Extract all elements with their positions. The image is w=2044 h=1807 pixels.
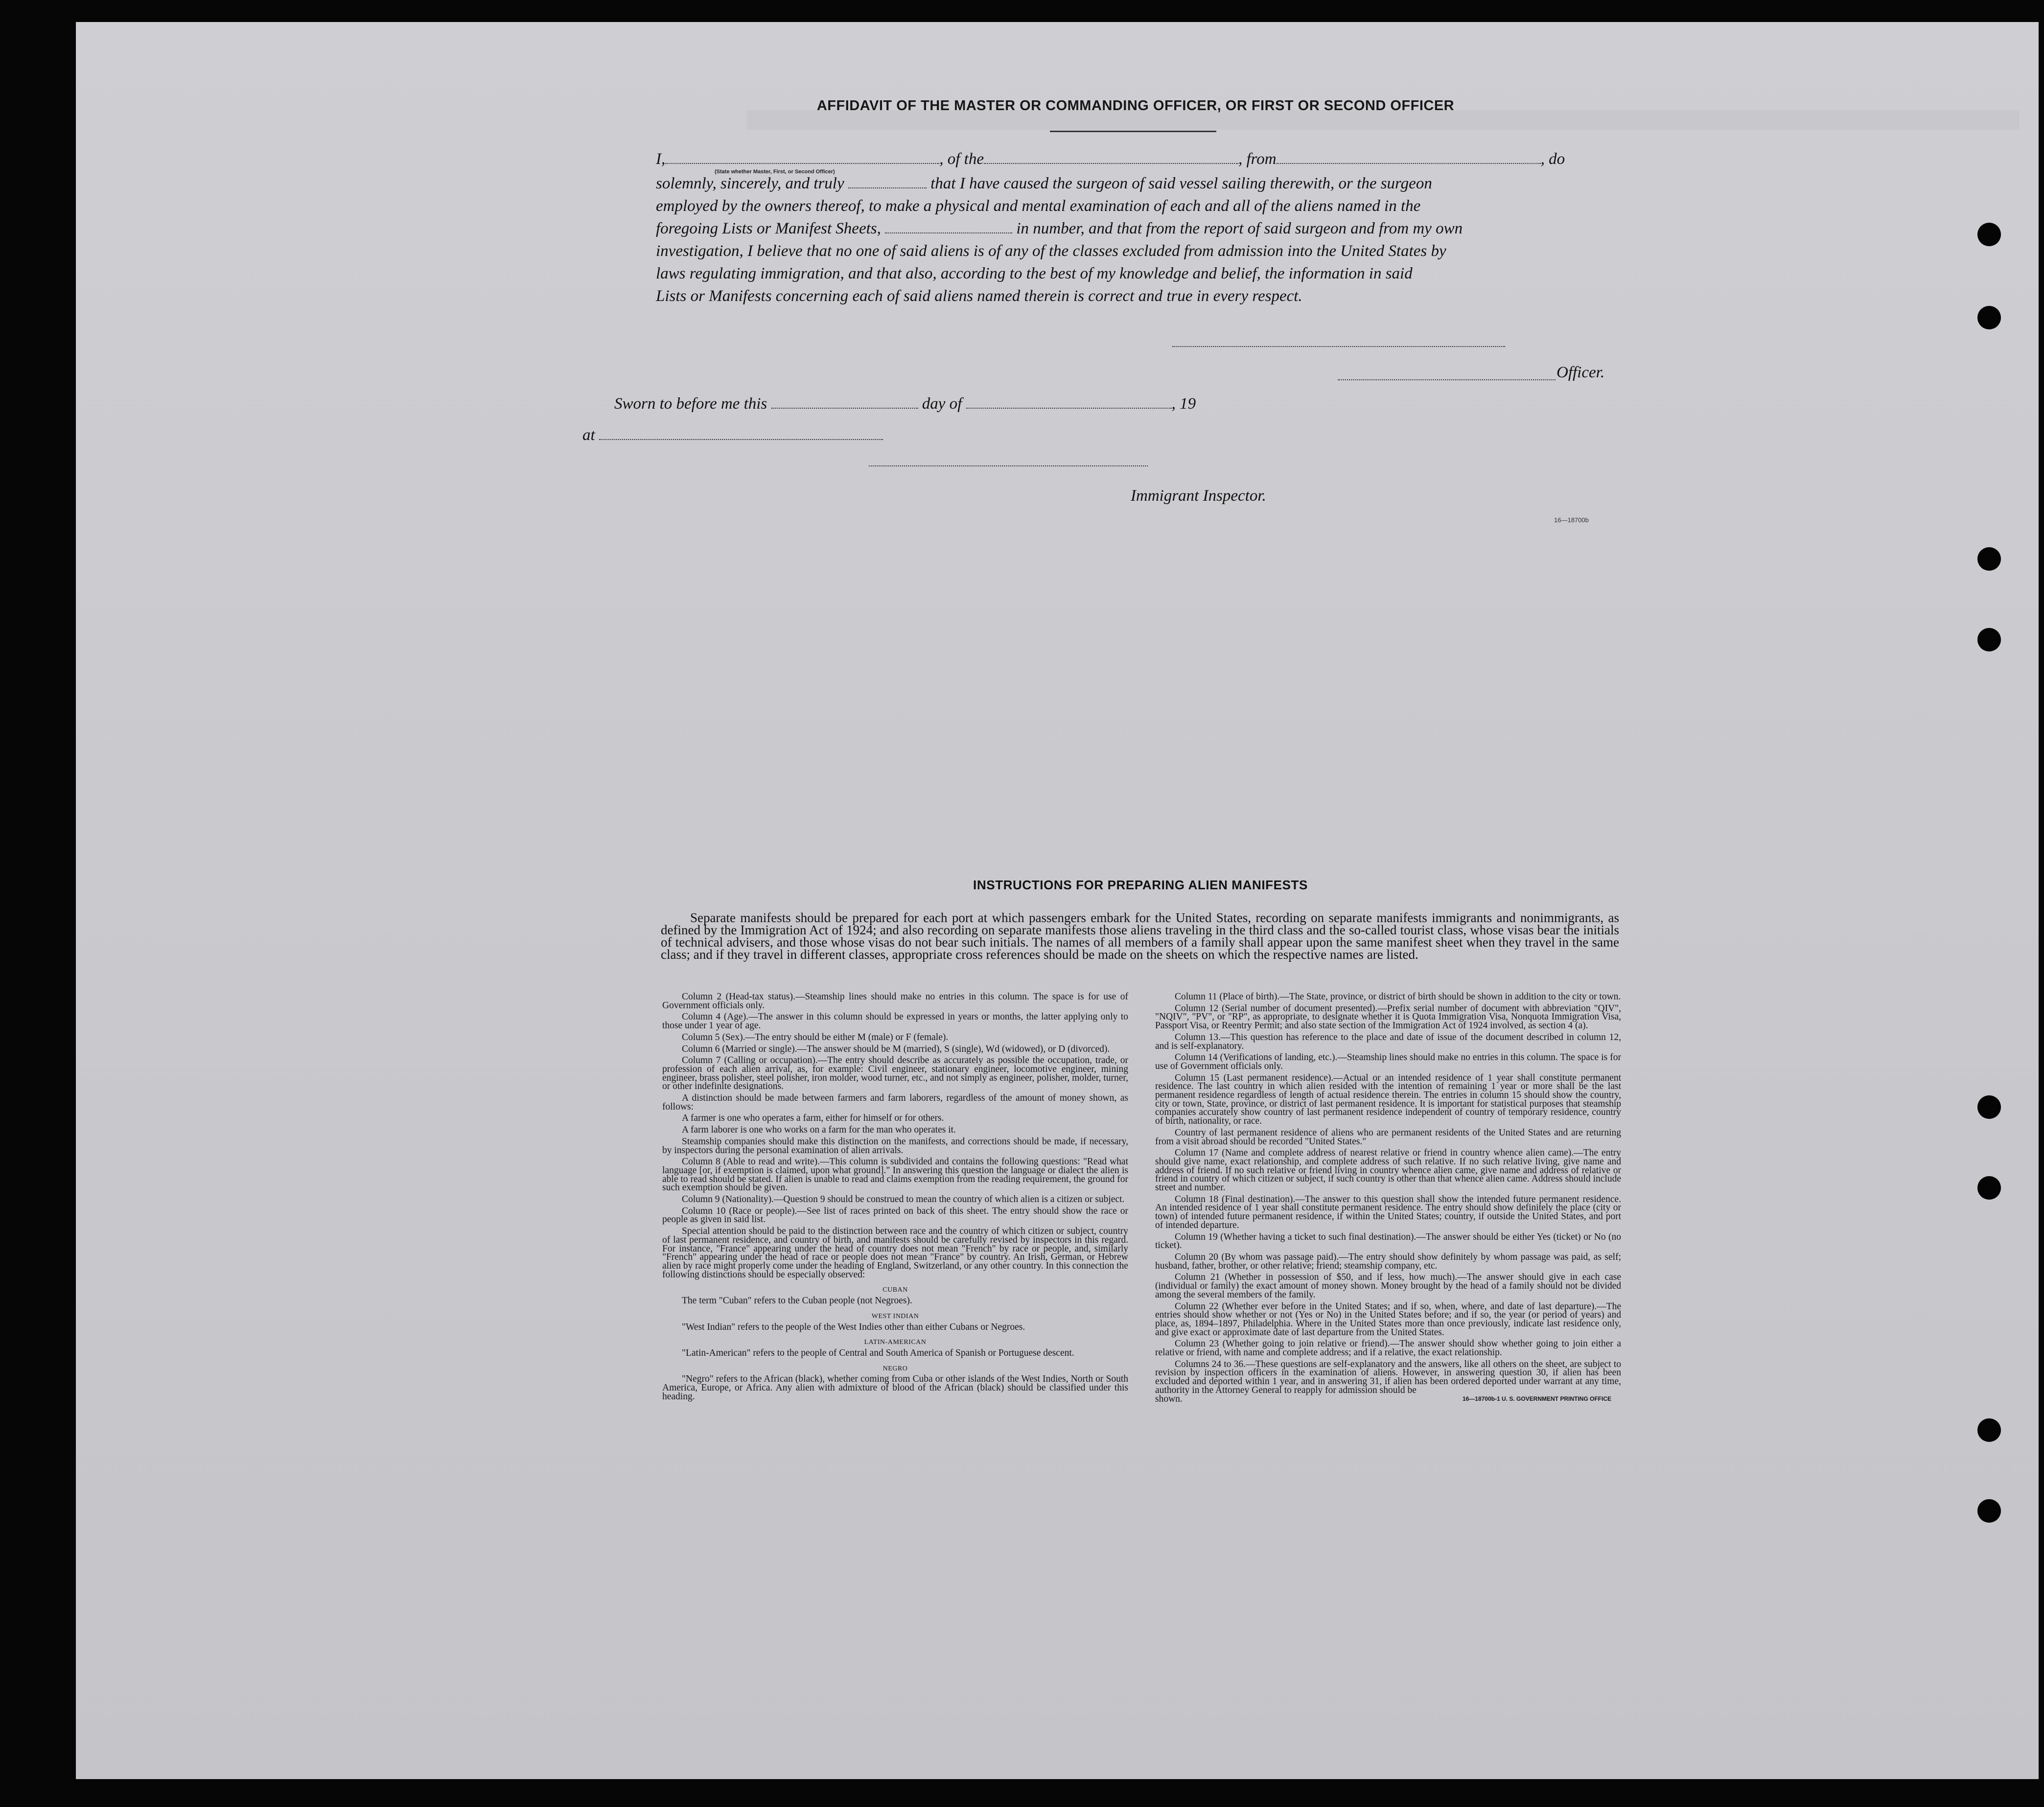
instruction-paragraph: Column 2 (Head-tax status).—Steamship lines should make no entries in this column. The space is for use of Government officials only. — [662, 992, 1128, 1011]
at-line — [582, 426, 883, 444]
instruction-paragraph: Column 23 (Whether going to join relative or friend).—The answer should show whether going to join either a relative or friend, with name and complete address; and if a relative, the exact relationship. — [1155, 1339, 1621, 1358]
punch-hole — [1977, 1418, 2001, 1442]
text-day-of: day of — [922, 395, 962, 413]
punch-hole — [1977, 628, 2001, 651]
west-indian-heading: WEST INDIAN — [871, 1312, 919, 1320]
instruction-paragraph: Column 13.—This question has reference to the place and date of issue of the document described in column 12, and is self-explanatory. — [1155, 1032, 1621, 1051]
sheet-count-blank[interactable] — [885, 232, 1012, 233]
instruction-paragraph: Column 17 (Name and complete address of nearest relative or friend in country whence alien came).—The entry should give name, exact relationship, and complete address of such relative. If no such relative living, give name and address of friend. If no such relative or friend living in country whence alien came, give name and address of relative or friend in country of which citizen or subject, if such country is other than that whence alien came. Address should include street and number. — [1155, 1148, 1621, 1193]
instruction-paragraph: Column 11 (Place of birth).—The State, province, or district of birth should be shown in addition to the city or town. — [1175, 992, 1621, 1002]
state-note: (State whether Master, First, or Second Officer) — [715, 169, 835, 175]
instructions-left-column — [662, 993, 1128, 1404]
instruction-paragraph: Column 19 (Whether having a ticket to such final destination).—The answer should be either Yes (ticket) or No (no ticket). — [1155, 1231, 1621, 1251]
instruction-paragraph: Column 5 (Sex).—The entry should be either M (male) or F (female). — [682, 1032, 949, 1042]
text-do: , do — [1540, 150, 1565, 168]
text-surgeon: that I have caused the surgeon of said vessel sailing therewith, or the surgeon — [930, 175, 1432, 192]
instruction-paragraph: Column 7 (Calling or occupation).—The entry should describe as accurately as possible the occupation, trade, or profession of each alien arrival, as, for example: Civil engineer, stationary engineer, locomotive engineer, mining engineer, brass polisher, steel polisher, iron molder, wood turner, etc., and not simply as engineer, polisher, molder, turner, or other indefinite designations. — [662, 1055, 1128, 1092]
text-of-the: , of the — [939, 150, 984, 168]
instruction-paragraph: Country of last permanent residence of aliens who are permanent residents of the United States and are returning from a visit abroad should be recorded "United States." — [1155, 1127, 1621, 1147]
officer-rank-blank[interactable] — [665, 162, 939, 164]
sworn-month-blank[interactable] — [966, 407, 1172, 409]
manifest-sheet — [76, 22, 2039, 1779]
last-line — [1155, 1395, 1621, 1404]
vessel-name-blank[interactable] — [984, 162, 1238, 164]
oath-blank[interactable] — [848, 186, 927, 188]
affidavit-line-4 — [656, 220, 1463, 238]
affidavit-line-7: Lists or Manifests concerning each of said aliens named therein is correct and true in every respect. — [656, 287, 1302, 305]
text-i: I, — [656, 150, 666, 168]
instructions-intro: Separate manifests should be prepared for each port at which passengers embark for the United States, recording on separate manifests immigrants and nonimmigrants, as defined by the Immigration Act of 1924; and also recording on separate manifests those aliens traveling in the third class and the so-called tourist class, whose visas bear the initials of technical advisers, and those whose visas do not bear such initials. The names of all members of a family shall appear upon the same manifest sheet when they travel in the same class; and if they travel in different classes, appropriate cross references should be made on the sheets on which the respective names are listed. — [661, 910, 1619, 962]
instruction-paragraph: Column 10 (Race or people).—See list of races printed on back of this sheet. The entry should show the race or people as given in said list. — [662, 1205, 1128, 1225]
text-sworn: Sworn to before me this — [614, 395, 767, 413]
instruction-paragraph: Column 15 (Last permanent residence).—Actual or an intended residence of 1 year shall constitute permanent residence. The last country in which alien resided with the intention of remaining 1 year or more shall be the last permanent residence regardless of length of actual residence therein. The entries in column 15 should show the country, city or town, State, province, or district of last permanent residence. It is important for statistical purposes that steamship companies accurately show country of last permanent residence independent of country of temporary residence, country of birth, nationality, or race. — [1155, 1072, 1621, 1127]
punch-hole — [1977, 1176, 2001, 1200]
affidavit-line-6: laws regulating immigration, and that also, according to the best of my knowledge and belief, the information in said — [656, 265, 1413, 282]
punch-hole — [1977, 306, 2001, 329]
instruction-paragraph: Steamship companies should make this distinction on the manifests, and corrections should be made, if necessary, by inspectors during the personal examination of alien arrivals. — [662, 1136, 1128, 1156]
punch-hole — [1977, 547, 2001, 571]
text-from: , from — [1238, 150, 1277, 168]
instruction-paragraph: Column 6 (Married or single).—The answer should be M (married), S (single), Wd (widowed), or D (divorced). — [682, 1043, 1110, 1054]
instruction-paragraph: Column 12 (Serial number of document presented).—Prefix serial number of document with abbreviation "QIV", "NQIV", "PV", or "RP", as appropriate, to designate whether it is Quota Immigration Visa, Nonquota Immigration Visa, Passport Visa, or Reentry Permit; and also state section of the Immigration Act of 1924 involved, as section 4 (a). — [1155, 1003, 1621, 1031]
sworn-day-blank[interactable] — [771, 407, 918, 409]
text-solemnly: solemnly, sincerely, and truly — [656, 175, 844, 192]
instruction-paragraph: Column 18 (Final destination).—The answer to this question shall show the intended future permanent residence. An intended residence of 1 year shall constitute permanent residence. The entry should show definitely the place (city or town) of intended future permanent residence, if within the United States; country, if outside the United States, and port of intended departure. — [1155, 1194, 1621, 1230]
form-number: 16—18700b — [1554, 516, 1589, 524]
sworn-place-blank[interactable] — [599, 438, 883, 440]
instruction-paragraph: Column 8 (Able to read and write).—This column is subdivided and contains the following questions: "Read what language [or, if exemption is claimed, upon what ground]." In answering this question the language or dialect the alien is able to read should be stated. If alien is unable to read and claims exemption from the reading requirement, the ground for such exemption should be given. — [662, 1157, 1128, 1193]
officer-label: Officer. — [1556, 364, 1605, 381]
instruction-paragraph: Column 20 (By whom was passage paid).—The entry should show definitely by whom passage was paid, as self; husband, father, brother, or other relative; friend; steamship company, etc. — [1155, 1251, 1621, 1271]
inspector-label: Immigrant Inspector. — [1131, 487, 1266, 505]
sworn-line — [614, 395, 1196, 413]
instruction-paragraph: Column 22 (Whether ever before in the United States; and if so, when, where, and date of last departure).—The entries should show whether or not (Yes or No) in the United States before; and if so, the year (or period of years) and place, as, 1894–1897, Philadelphia. Where in the United States more than once previously, indicate last residence only, and give exact or approximate date of last departure from the United States. — [1155, 1301, 1621, 1338]
instruction-paragraph: Columns 24 to 36.—These questions are self-explanatory and the answers, like all others on the sheet, are subject to revision by inspection officers in the examination of aliens. However, in answering question 30, if alien has been excluded and deported within 1 year, and in answering 31, if alien has been ordered deported under warrant at any time, authority in the Attorney General to reapply for admission should be — [1155, 1359, 1621, 1395]
instruction-paragraph: Column 14 (Verifications of landing, etc.).—Steamship lines should make no entries in this column. The space is for use of Government officials only. — [1155, 1052, 1621, 1071]
instruction-paragraph: Column 21 (Whether in possession of $50, and if less, how much).—The answer should give in each case (individual or family) the exact amount of money shown. Money brought by the head of a family should not be divided among the several members of the family. — [1155, 1272, 1621, 1300]
instruction-paragraph: A distinction should be made between farmers and farm laborers, regardless of the amount of money shown, as follows: — [662, 1093, 1128, 1112]
punch-hole — [1977, 1095, 2001, 1119]
cuban-heading: CUBAN — [883, 1286, 908, 1294]
inspector-signature-line[interactable] — [869, 465, 1148, 466]
affidavit-line-1 — [656, 150, 1565, 168]
officer-title-line[interactable] — [1338, 379, 1556, 380]
cuban-definition: The term "Cuban" refers to the Cuban people (not Negroes). — [682, 1296, 912, 1306]
punch-hole — [1977, 1499, 2001, 1523]
instruction-paragraph: Special attention should be paid to the distinction between race and the country of which citizen or subject, country of last permanent residence, and country of birth, and manifests should be carefully revised by inspectors in this regard. For instance, "France" appearing under the head of country does not mean "French" by race or people, and, similarly "French" appearing under the head of race or people does not mean "France" by country. An Irish, German, or Hebrew alien by race might properly come under the heading of England, Switzerland, or any other country. In this connection the following distinctions should be especially observed: — [662, 1226, 1128, 1280]
latin-american-definition: "Latin-American" refers to the people of Central and South America of Spanish or Portuguese descent. — [682, 1347, 1074, 1358]
negro-heading: NEGRO — [883, 1365, 908, 1372]
text-in-number: in number, and that from the report of said surgeon and from my own — [1016, 220, 1463, 237]
printer-mark: 16—18700b-1 U. S. GOVERNMENT PRINTING OFFICE — [1462, 1395, 1611, 1402]
instructions-right-column — [1155, 993, 1621, 1403]
instruction-paragraph: A farm laborer is one who works on a farm for the man who operates it. — [682, 1125, 956, 1135]
affidavit-line-3: employed by the owners thereof, to make a physical and mental examination of each and all of the aliens named in the — [656, 197, 1421, 215]
affidavit-line-2 — [656, 175, 1432, 193]
officer-signature-line[interactable] — [1172, 346, 1505, 347]
text-at: at — [582, 426, 595, 444]
text-year: , 19 — [1171, 395, 1196, 413]
title-rule — [1050, 131, 1216, 132]
instructions-title: INSTRUCTIONS FOR PREPARING ALIEN MANIFESTS — [973, 878, 1308, 892]
affidavit-title: AFFIDAVIT OF THE MASTER OR COMMANDING OFFICER, OR FIRST OR SECOND OFFICER — [816, 98, 1455, 114]
negro-definition: "Negro" refers to the African (black), whether coming from Cuba or other islands of the West Indies, North or South America, Europe, or Africa. Any alien with admixture of blood of the African (black) should be classified under this heading. — [662, 1374, 1128, 1402]
affidavit-line-5: investigation, I believe that no one of said aliens is of any of the classes excluded from admission into the United States by — [656, 242, 1446, 260]
instruction-paragraph: A farmer is one who operates a farm, either for himself or for others. — [682, 1113, 944, 1124]
instruction-paragraph: Column 4 (Age).—The answer in this column should be expressed in years or months, the latter applying only to those under 1 year of age. — [662, 1012, 1128, 1031]
text-foregoing: foregoing Lists or Manifest Sheets, — [656, 220, 881, 237]
port-from-blank[interactable] — [1277, 162, 1541, 164]
last-word: shown. — [1155, 1393, 1183, 1404]
west-indian-definition: "West Indian" refers to the people of the West Indies other than either Cubans or Negroes. — [682, 1321, 1025, 1332]
instruction-paragraph: Column 9 (Nationality).—Question 9 should be construed to mean the country of which alien is a citizen or subject. — [682, 1194, 1125, 1205]
punch-hole — [1977, 223, 2001, 246]
latin-american-heading: LATIN-AMERICAN — [864, 1339, 927, 1346]
